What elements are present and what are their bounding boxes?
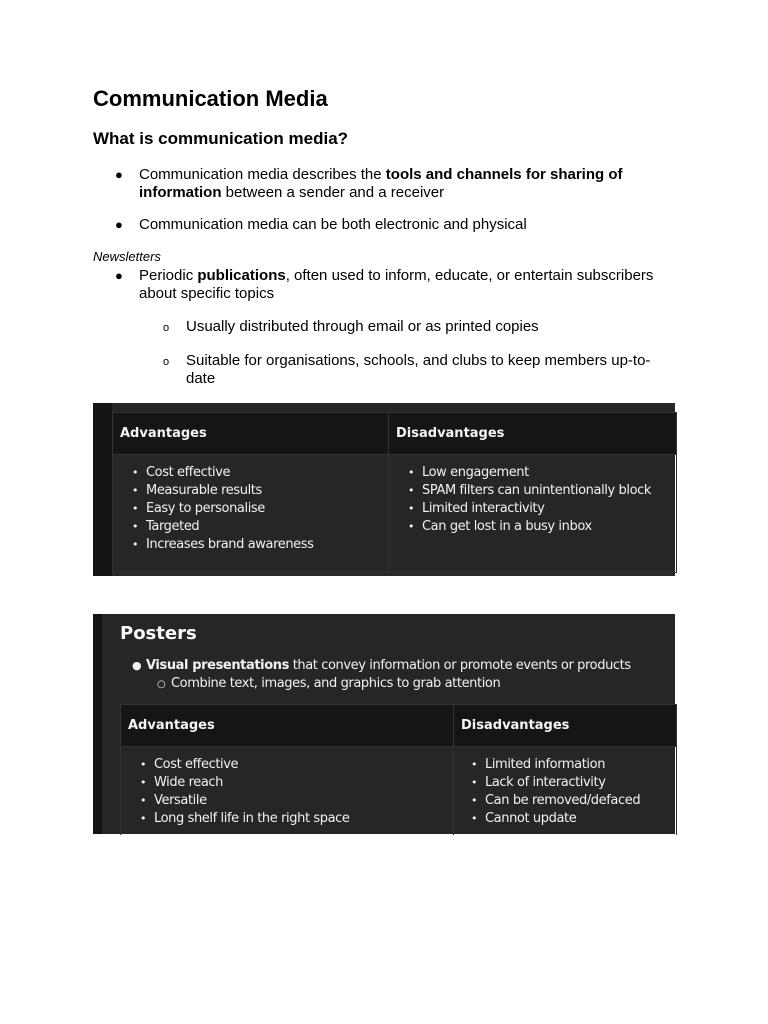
section-heading: What is communication media? <box>93 129 349 148</box>
advantage-item: • Long shelf life in the right space <box>154 810 453 828</box>
advantages-column <box>121 705 454 835</box>
intro-text: between a sender and a receiver <box>221 184 445 201</box>
advantage-item: • Cost effective <box>146 464 388 482</box>
advantage-item: • Targeted <box>146 518 388 536</box>
newsletters-bullet <box>115 267 699 303</box>
advantage-item: • Increases brand awareness <box>146 536 388 554</box>
disadvantages-list <box>389 455 676 536</box>
newsletters-subbullet-1 <box>163 318 676 336</box>
intro-text: Communication media describes the <box>139 166 386 183</box>
posters-subbullet <box>157 675 651 693</box>
advantages-list <box>121 747 453 828</box>
newsletters-label: Newsletters <box>93 249 161 264</box>
disadvantage-item: • Limited interactivity <box>422 500 676 518</box>
bullet-icon: ● <box>132 659 142 672</box>
posters-title: Posters <box>120 623 197 644</box>
advantages-header: Advantages <box>113 413 388 455</box>
bullet-icon: ● <box>115 217 123 232</box>
advantages-column <box>113 413 389 572</box>
circle-bullet-icon: ○ <box>157 679 166 690</box>
disadvantages-header: Disadvantages <box>389 413 676 455</box>
bullet-icon: ● <box>115 268 123 283</box>
advantage-item: • Versatile <box>154 792 453 810</box>
disadvantage-item: • Low engagement <box>422 464 676 482</box>
disadvantages-list <box>454 747 676 828</box>
newsletters-text: , often used to inform, educate, or entertain subscribers <box>285 267 654 284</box>
disadvantage-item: • Limited information <box>485 756 676 774</box>
subpoint-text: Usually distributed through email or as printed copies <box>186 318 539 335</box>
posters-text: Combine text, images, and graphics to grab attention <box>171 676 501 691</box>
panel-sidebar <box>93 403 112 576</box>
newsletters-table <box>112 412 677 573</box>
advantages-list <box>113 455 388 554</box>
newsletters-table-image <box>93 403 675 576</box>
circle-bullet-icon: o <box>163 322 170 334</box>
advantage-item: • Measurable results <box>146 482 388 500</box>
intro-bullet-1 <box>115 166 659 202</box>
disadvantages-column <box>454 705 676 835</box>
newsletters-text: about specific topics <box>139 285 275 302</box>
circle-bullet-icon: o <box>163 356 170 368</box>
disadvantages-header: Disadvantages <box>454 705 676 747</box>
panel-sidebar <box>93 614 102 834</box>
newsletters-text: Periodic <box>139 267 198 284</box>
advantage-item: • Cost effective <box>154 756 453 774</box>
posters-bold: Visual presentations <box>146 658 289 673</box>
posters-bullet <box>132 657 666 675</box>
intro-bold: information <box>139 184 222 201</box>
disadvantage-item: • Can get lost in a busy inbox <box>422 518 676 536</box>
newsletters-bold: publications <box>197 267 286 284</box>
newsletters-subbullet-2 <box>163 352 676 388</box>
posters-table <box>120 704 677 835</box>
disadvantage-item: • Can be removed/defaced <box>485 792 676 810</box>
intro-bullet-2 <box>115 216 659 234</box>
disadvantage-item: • SPAM filters can unintentionally block <box>422 482 676 500</box>
posters-image <box>93 614 675 834</box>
page-title: Communication Media <box>93 86 328 111</box>
bullet-icon: ● <box>115 167 123 182</box>
posters-text: that convey information or promote events or products <box>288 658 631 673</box>
advantage-item: • Easy to personalise <box>146 500 388 518</box>
disadvantage-item: • Lack of interactivity <box>485 774 676 792</box>
advantages-header: Advantages <box>121 705 453 747</box>
intro-text: Communication media can be both electronic and physical <box>139 216 527 233</box>
subpoint-text: Suitable for organisations, schools, and clubs to keep members up-to- <box>186 352 651 369</box>
advantage-item: • Wide reach <box>154 774 453 792</box>
intro-bold: tools and channels for sharing of <box>385 166 623 183</box>
disadvantages-column <box>389 413 676 572</box>
subpoint-text: date <box>186 370 216 387</box>
disadvantage-item: • Cannot update <box>485 810 676 828</box>
